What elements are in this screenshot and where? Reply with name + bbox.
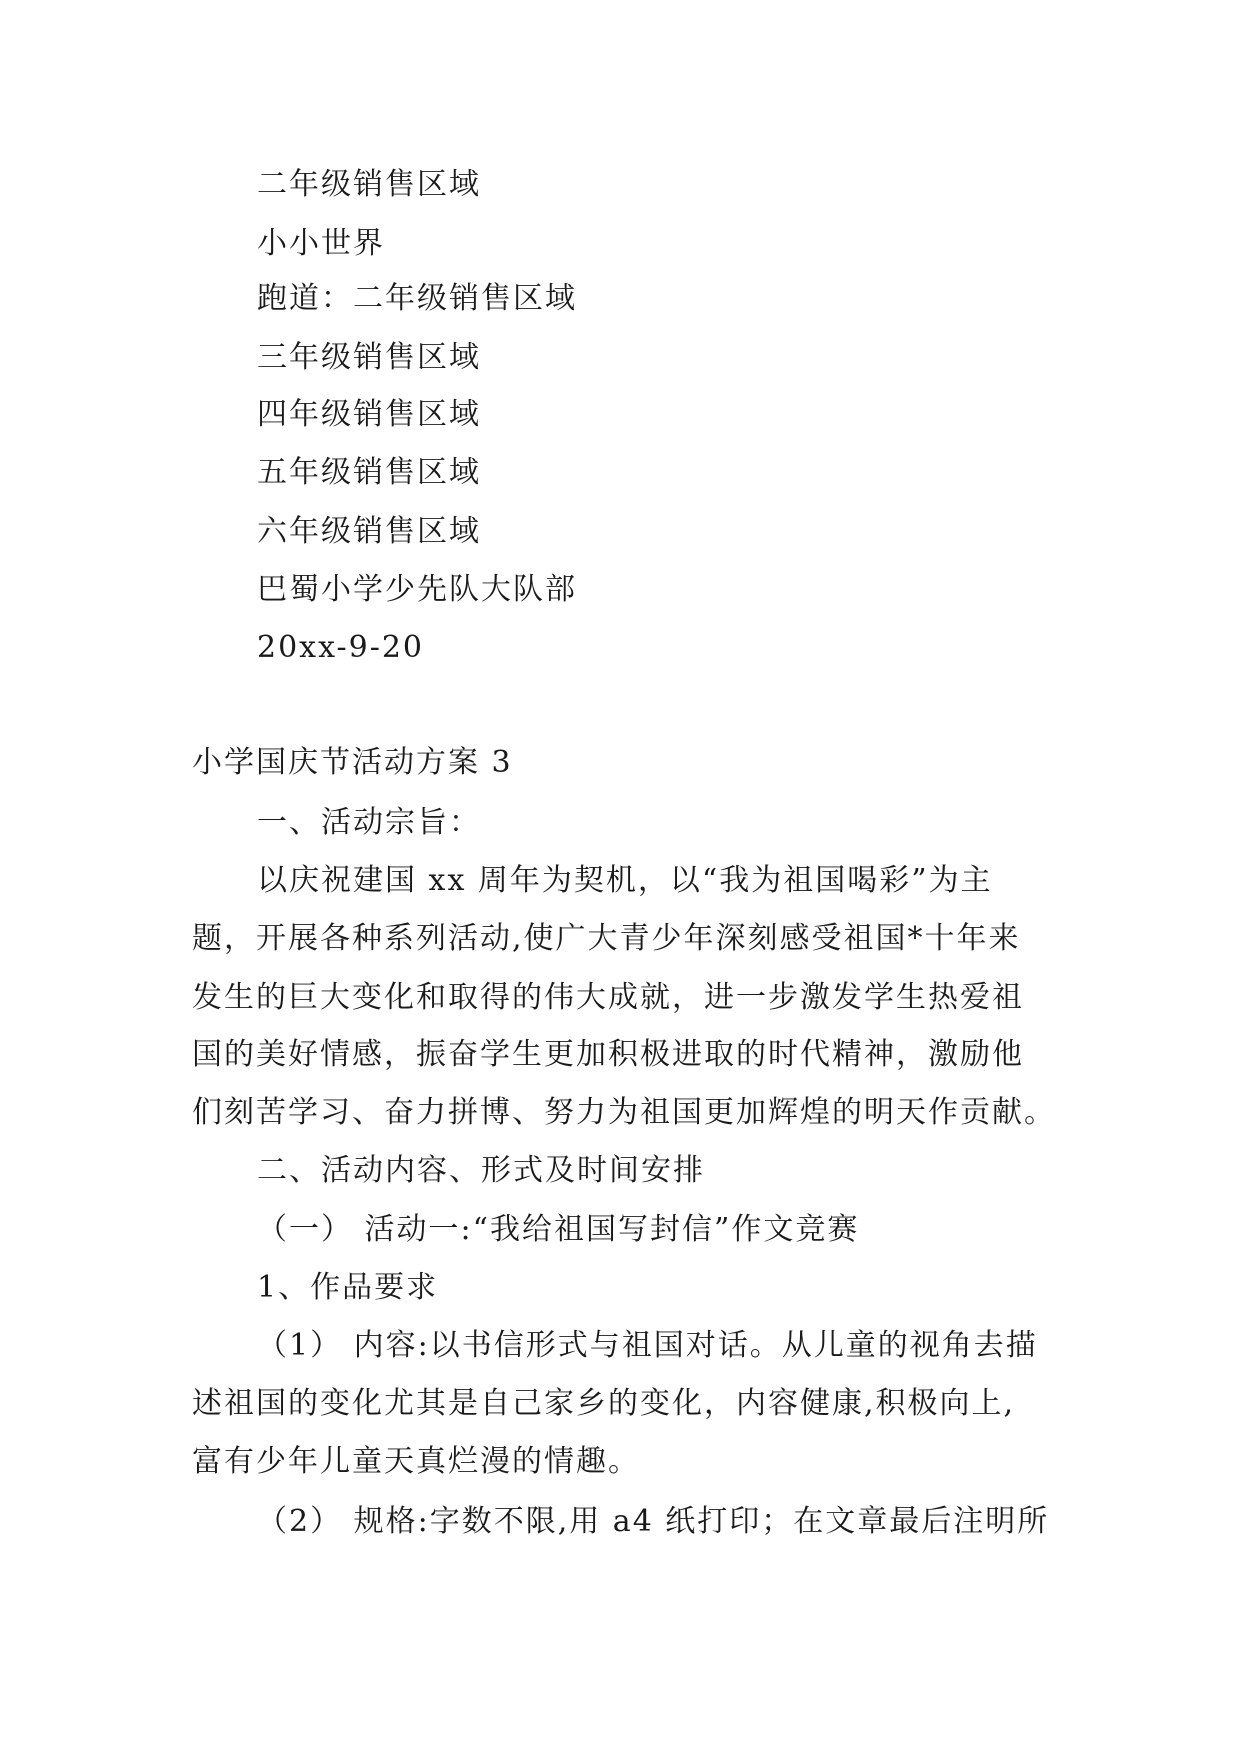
list-grade2: 二年级销售区域 (257, 167, 481, 202)
paragraph-line: 们刻苦学习、奋力拼博、努力为祖国更加辉煌的明天作贡献。 (192, 1095, 1056, 1130)
requirements-heading: 1、作品要求 (257, 1270, 439, 1305)
paragraph-line: 以庆祝建国 xx 周年为契机，以“我为祖国喝彩”为主 (257, 863, 993, 898)
list-grade4: 四年级销售区域 (257, 397, 481, 432)
list-grade5: 五年级销售区域 (257, 455, 481, 490)
paragraph-line: 题，开展各种系列活动,使广大青少年深刻感受祖国*十年来 (192, 921, 1021, 956)
list-track: 跑道：二年级销售区域 (257, 281, 577, 316)
date: 20xx-9-20 (257, 630, 425, 665)
requirement-line: （2） 规格:字数不限,用 a4 纸打印；在文章最后注明所 (257, 1504, 1050, 1539)
activity-one: （一） 活动一:“我给祖国写封信”作文竞赛 (257, 1212, 860, 1247)
list-grade6: 六年级销售区域 (257, 514, 481, 549)
requirement-line: （1） 内容:以书信形式与祖国对话。从儿童的视角去描 (257, 1328, 1038, 1363)
heading-content: 二、活动内容、形式及时间安排 (257, 1153, 705, 1188)
paragraph-line: 发生的巨大变化和取得的伟大成就，进一步激发学生热爱祖 (192, 980, 1024, 1015)
signature: 巴蜀小学少先队大队部 (257, 572, 577, 607)
paragraph-line: 国的美好情感，振奋学生更加积极进取的时代精神，激励他 (192, 1037, 1024, 1072)
heading-purpose: 一、活动宗旨： (257, 805, 481, 840)
requirement-line: 述祖国的变化尤其是自己家乡的变化，内容健康,积极向上, (192, 1386, 1016, 1421)
section-title: 小学国庆节活动方案 3 (192, 745, 513, 780)
requirement-line: 富有少年儿童天真烂漫的情趣。 (192, 1444, 640, 1479)
list-grade3: 三年级销售区域 (257, 340, 481, 375)
list-small-world: 小小世界 (257, 226, 385, 261)
